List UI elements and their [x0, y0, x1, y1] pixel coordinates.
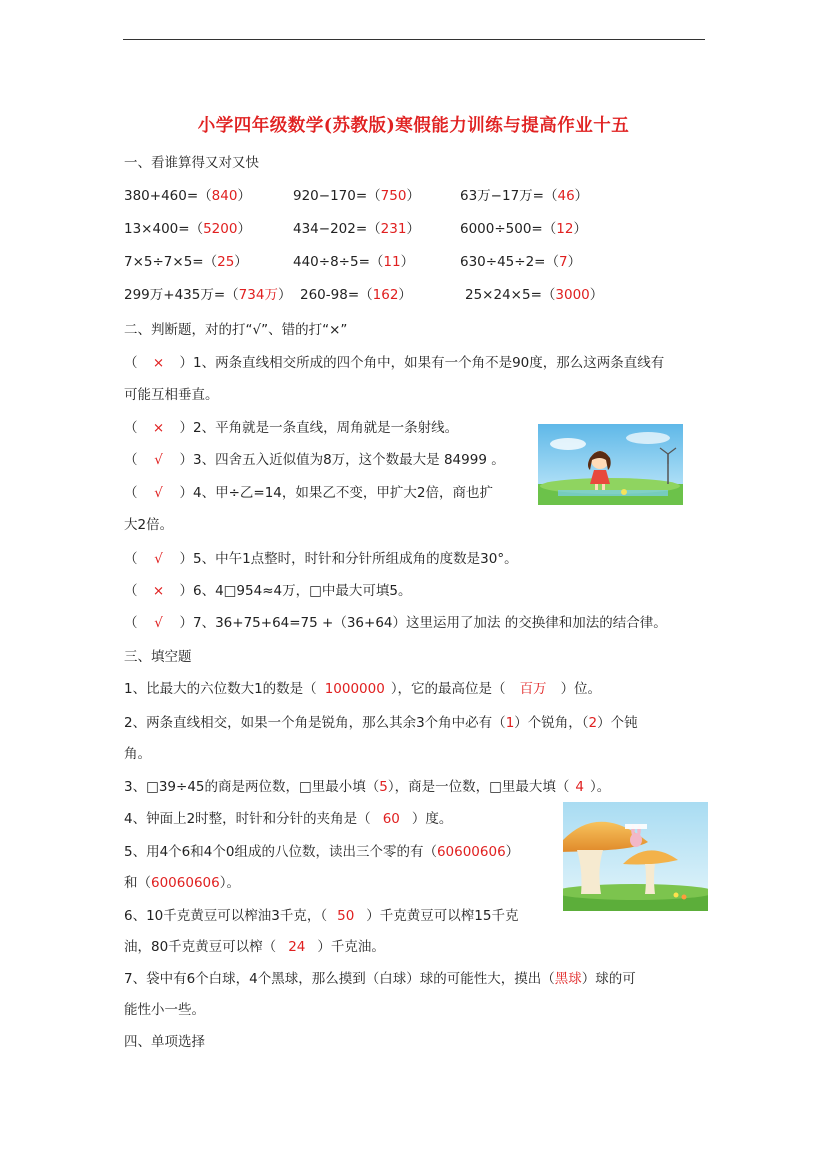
girl-illustration — [538, 424, 683, 505]
calc-item — [124, 250, 248, 270]
judge-item — [124, 579, 411, 599]
judge-item — [124, 448, 505, 468]
fill-q5-answer-1: 60600606 — [436, 844, 506, 860]
fill-q3 — [124, 775, 610, 795]
fill-q4-answer-1: 60 — [382, 811, 400, 827]
fill-q5-text-d: ）。 — [219, 875, 240, 891]
fill-q2-cont: 角。 — [124, 746, 151, 762]
judge-open-paren: （ — [124, 583, 138, 599]
judge-open-paren: （ — [124, 485, 138, 501]
cross-mark-icon: × — [152, 355, 165, 371]
calc-answer: 5200 — [203, 221, 238, 237]
fill-q6-text-b: ）千克黄豆可以榨15千克 — [366, 908, 519, 924]
fill-q3-text-b: ），商是一位数，□里最大填（ — [387, 779, 570, 795]
fill-q1-text-b: ），它的最高位是（ — [390, 681, 506, 697]
judge-item — [124, 351, 664, 371]
calc-answer: 231 — [380, 221, 407, 237]
calc-answer: 734万 — [238, 287, 278, 303]
section3-heading: 三、填空题 — [124, 649, 192, 665]
page-title: 小学四年级数学(苏教版)寒假能力训练与提高作业十五 — [197, 116, 630, 136]
calc-close-paren: ） — [237, 221, 251, 237]
calc-close-paren: ） — [406, 221, 420, 237]
judge-statement: ）2、平角就是一条直线，周角就是一条射线。 — [179, 420, 459, 436]
calc-item — [124, 184, 251, 204]
judge-open-paren: （ — [124, 452, 138, 468]
fill-q1-text-c: ）位。 — [560, 681, 602, 697]
judge-statement: ）1、两条直线相交所成的四个角中，如果有一个角不是90度，那么这两条直线有 — [179, 355, 665, 371]
calc-question: 630÷45÷2=（ — [460, 254, 559, 270]
fill-q2-text-a: 2、两条直线相交，如果一个角是锐角，那么其余3个角中必有（ — [124, 715, 506, 731]
calc-close-paren: ） — [277, 287, 292, 303]
header-rule — [123, 39, 705, 40]
cross-mark-icon: × — [152, 420, 165, 436]
fill-q7-text-a: 7、袋中有6个白球，4个黑球，那么摸到（ — [124, 971, 380, 987]
cross-mark-icon: × — [152, 583, 165, 599]
judge-statement: ）5、中午1点整时，时针和分针所组成角的度数是30°。 — [179, 551, 518, 567]
fill-q3-answer-2: 4 — [575, 779, 584, 795]
calc-answer: 25 — [217, 254, 235, 270]
judge-open-paren: （ — [124, 615, 138, 631]
fill-q1-text-a: 1、比最大的六位数大1的数是（ — [124, 681, 317, 697]
fill-q3-answer-1: 5 — [379, 779, 388, 795]
fill-q3-text-a: 3、□39÷45的商是两位数，□里最小填（ — [124, 779, 380, 795]
fill-q4-text-b: ）度。 — [411, 811, 453, 827]
fill-q1-answer-2: 百万 — [519, 681, 547, 697]
judge-statement: ）7、36+75+64=75 +（36+64）这里运用了加法 的交换律和加法的结合律。 — [179, 615, 667, 631]
calc-item — [460, 250, 581, 270]
fill-q7-answer-1: 白球 — [379, 971, 407, 987]
fill-q7-text-c: ）球的可 — [581, 971, 636, 987]
calc-question: 380+460=（ — [124, 188, 212, 204]
check-mark-icon: √ — [154, 615, 163, 631]
calc-answer: 3000 — [555, 287, 590, 303]
calc-close-paren: ） — [574, 188, 589, 204]
judge-open-paren: （ — [124, 551, 138, 567]
judge-item — [124, 611, 667, 631]
fill-q6 — [124, 904, 518, 924]
calc-question: 25×24×5=（ — [465, 287, 556, 303]
fill-q5-answer-2: 60060606 — [151, 875, 220, 891]
calc-item — [124, 283, 291, 303]
check-mark-icon: √ — [154, 485, 163, 501]
section2-heading: 二、判断题，对的打“√”、错的打“×” — [124, 322, 348, 338]
calc-question: 6000÷500=（ — [460, 221, 557, 237]
calc-close-paren: ） — [573, 221, 587, 237]
judge-statement: ）6、4□954≈4万，□中最大可填5。 — [179, 583, 412, 599]
judge-open-paren: （ — [124, 355, 138, 371]
calc-item — [465, 283, 603, 303]
fill-q6-answer-2: 24 — [288, 939, 306, 955]
fill-q6-answer-1: 50 — [337, 908, 355, 924]
calc-close-paren: ） — [234, 254, 248, 270]
fill-q2-text-b: ）个锐角，（ — [514, 715, 589, 731]
judge-statement: ）3、四舍五入近似值为8万，这个数最大是 84999 。 — [179, 452, 505, 468]
fill-q6-text-c: 油，80千克黄豆可以榨（ — [124, 939, 277, 955]
fill-q2-answer-2: 2 — [588, 715, 598, 731]
calc-answer: 11 — [383, 254, 401, 270]
fill-q3-text-c: ）。 — [589, 779, 611, 795]
fill-q4-text-a: 4、钟面上2时整，时针和分针的夹角是（ — [124, 811, 371, 827]
calc-question: 260-98=（ — [300, 287, 373, 303]
calc-answer: 46 — [557, 188, 575, 204]
check-mark-icon: √ — [154, 452, 163, 468]
calc-close-paren: ） — [398, 287, 412, 303]
calc-question: 299万+435万=（ — [124, 287, 239, 303]
judge-item — [124, 547, 518, 567]
calc-question: 440÷8÷5=（ — [293, 254, 384, 270]
fill-q5 — [124, 840, 519, 860]
fill-q5-text-a: 5、用4个6和4个0组成的八位数，读出三个零的有（ — [124, 844, 437, 860]
fill-q7 — [124, 967, 636, 987]
calc-item — [124, 217, 251, 237]
section4-heading: 四、单项选择 — [124, 1034, 205, 1050]
fill-q7-answer-2: 黑球 — [554, 971, 582, 987]
fill-q2-text-c: ）个钝 — [597, 715, 638, 731]
calc-question: 13×400=（ — [124, 221, 204, 237]
calc-answer: 12 — [556, 221, 574, 237]
mushroom-illustration — [563, 802, 708, 911]
calc-answer: 840 — [211, 188, 238, 204]
calc-close-paren: ） — [589, 287, 604, 303]
calc-item — [460, 217, 587, 237]
fill-q5-text-c: 和（ — [124, 875, 151, 891]
fill-q5-text-b: ） — [505, 844, 520, 860]
calc-close-paren: ） — [406, 188, 420, 204]
fill-q6-cont — [124, 935, 385, 955]
fill-q1-answer-1: 1000000 — [324, 681, 385, 697]
fill-q7-cont: 能性小一些。 — [124, 1002, 205, 1018]
fill-q4 — [124, 807, 452, 827]
fill-q5-cont — [124, 871, 240, 891]
fill-q1 — [124, 677, 601, 697]
section1-heading: 一、看谁算得又对又快 — [124, 155, 259, 171]
calc-item — [293, 184, 420, 204]
fill-q6-text-a: 6、10千克黄豆可以榨油3千克，（ — [124, 908, 328, 924]
calc-answer: 750 — [380, 188, 407, 204]
calc-question: 7×5÷7×5=（ — [124, 254, 218, 270]
calc-close-paren: ） — [567, 254, 582, 270]
check-mark-icon: √ — [154, 551, 163, 567]
calc-item — [293, 217, 420, 237]
fill-q2-answer-1: 1 — [505, 715, 515, 731]
fill-q2 — [124, 711, 638, 731]
judge-item — [124, 481, 493, 501]
judge-statement-cont: 大2倍。 — [124, 517, 174, 533]
judge-open-paren: （ — [124, 420, 138, 436]
calc-question: 434−202=（ — [293, 221, 381, 237]
calc-close-paren: ） — [237, 188, 251, 204]
judge-item — [124, 416, 458, 436]
calc-answer: 162 — [372, 287, 399, 303]
calc-answer: 7 — [558, 254, 568, 270]
calc-item — [300, 283, 412, 303]
judge-statement-cont: 可能互相垂直。 — [124, 387, 219, 403]
calc-item — [293, 250, 414, 270]
calc-close-paren: ） — [400, 254, 415, 270]
fill-q7-text-b: ）球的可能性大，摸出（ — [406, 971, 555, 987]
calc-question: 920−170=（ — [293, 188, 381, 204]
calc-item — [460, 184, 588, 204]
judge-statement: ）4、甲÷乙=14，如果乙不变，甲扩大2倍，商也扩 — [179, 485, 493, 501]
fill-q6-text-d: ）千克油。 — [317, 939, 385, 955]
calc-question: 63万−17万=（ — [460, 188, 558, 204]
